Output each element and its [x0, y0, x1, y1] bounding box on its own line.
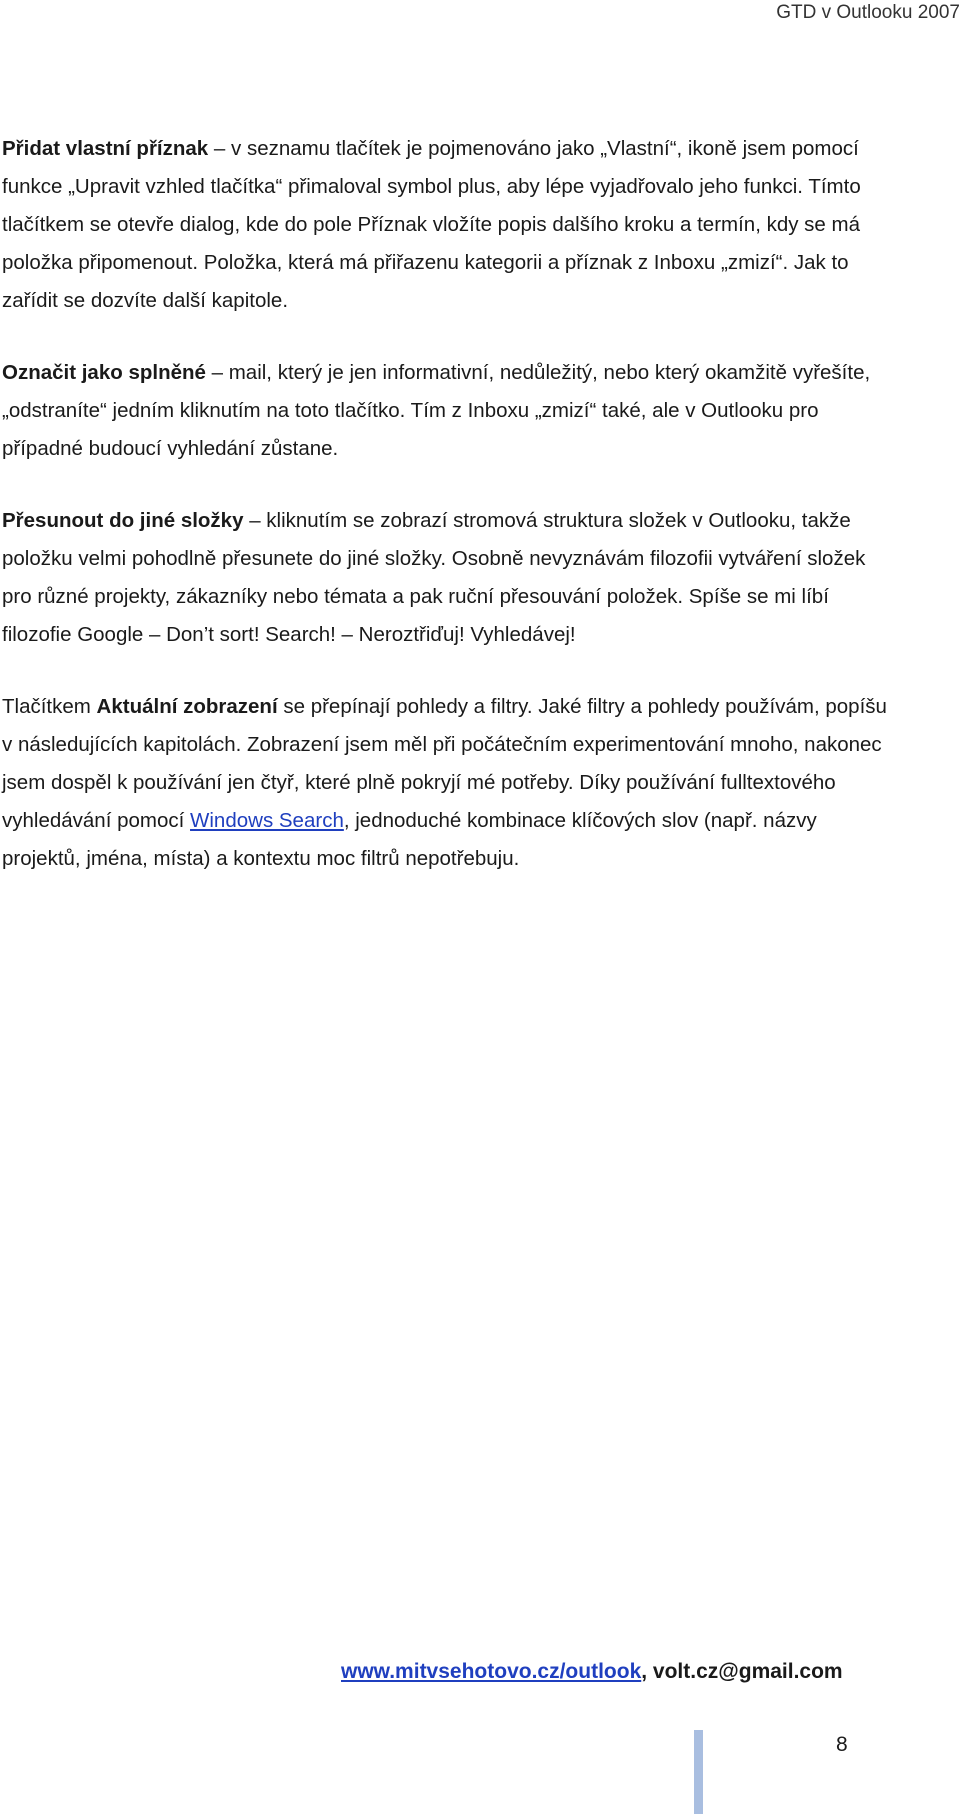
- document-body: [2, 130, 897, 912]
- paragraph-current-view: [2, 688, 897, 878]
- footer-email: volt.cz@gmail.com: [652, 1660, 843, 1683]
- paragraph-mark-complete-text: – mail, který je jen informativní, nedůležitý, nebo který okamžitě vyřešíte, „odstraníte“ jedním kliknutím na toto tlačítko. Tím z Inboxu „zmizí“ také, ale v Outlooku pro případné budoucí vyhledání zůstane.: [2, 361, 871, 460]
- website-link[interactable]: www.mitvsehotovo.cz/outlook: [341, 1660, 642, 1683]
- term-current-view: Aktuální zobrazení: [96, 695, 278, 718]
- paragraph-move-folder-text: – kliknutím se zobrazí stromová struktura složek v Outlooku, takže položku velmi pohodlně přesunete do jiné složky. Osobně nevyznávám filozofii vytváření složek pro různé projekty, zákazníky nebo témata a pak ruční přesouvání položek. Spíše se mi líbí filozofie Google – Don’t sort! Search! – Neroztřiďuj! Vyhledávej!: [2, 509, 866, 646]
- term-mark-complete: Označit jako splněné: [2, 361, 206, 384]
- windows-search-link[interactable]: Windows Search: [190, 809, 344, 832]
- footer-separator: ,: [641, 1660, 653, 1683]
- running-header-title: GTD v Outlooku 2007: [776, 2, 960, 23]
- paragraph-current-view-text-2: , jednoduché kombinace klíčových slov (např. názvy projektů, jména, místa) a kontextu moc filtrů nepotřebuju.: [2, 809, 817, 870]
- term-add-flag: Přidat vlastní příznak: [2, 137, 209, 160]
- footer-contact: [341, 1660, 843, 1684]
- page-number-rule: [694, 1730, 703, 1814]
- page-number: 8: [836, 1733, 848, 1756]
- paragraph-add-flag-text: – v seznamu tlačítek je pojmenováno jako „Vlastní“, ikoně jsem pomocí funkce „Upravit vzhled tlačítka“ přimaloval symbol plus, aby lépe vyjadřovalo jeho funkci. Tímto tlačítkem se otevře dialog, kde do pole Příznak vložíte popis dalšího kroku a termín, kdy se má položka připomenout. Položka, která má přiřazenu kategorii a příznak z Inboxu „zmizí“. Jak to zařídit se dozvíte další kapitole.: [2, 137, 861, 312]
- paragraph-current-view-lead: Tlačítkem: [2, 695, 97, 718]
- paragraph-current-view-text-1: se přepínají pohledy a filtry. Jaké filtry a pohledy používám, popíšu v následujících kapitolách. Zobrazení jsem měl při počátečním experimentování mnoho, nakonec jsem dospěl k používání jen čtyř, které plně pokryjí mé potřeby. Díky používání fulltextového vyhledávání pomocí: [2, 695, 887, 832]
- paragraph-add-flag: [2, 130, 897, 320]
- paragraph-mark-complete: [2, 354, 897, 468]
- term-move-folder: Přesunout do jiné složky: [2, 509, 244, 532]
- paragraph-move-folder: [2, 502, 897, 654]
